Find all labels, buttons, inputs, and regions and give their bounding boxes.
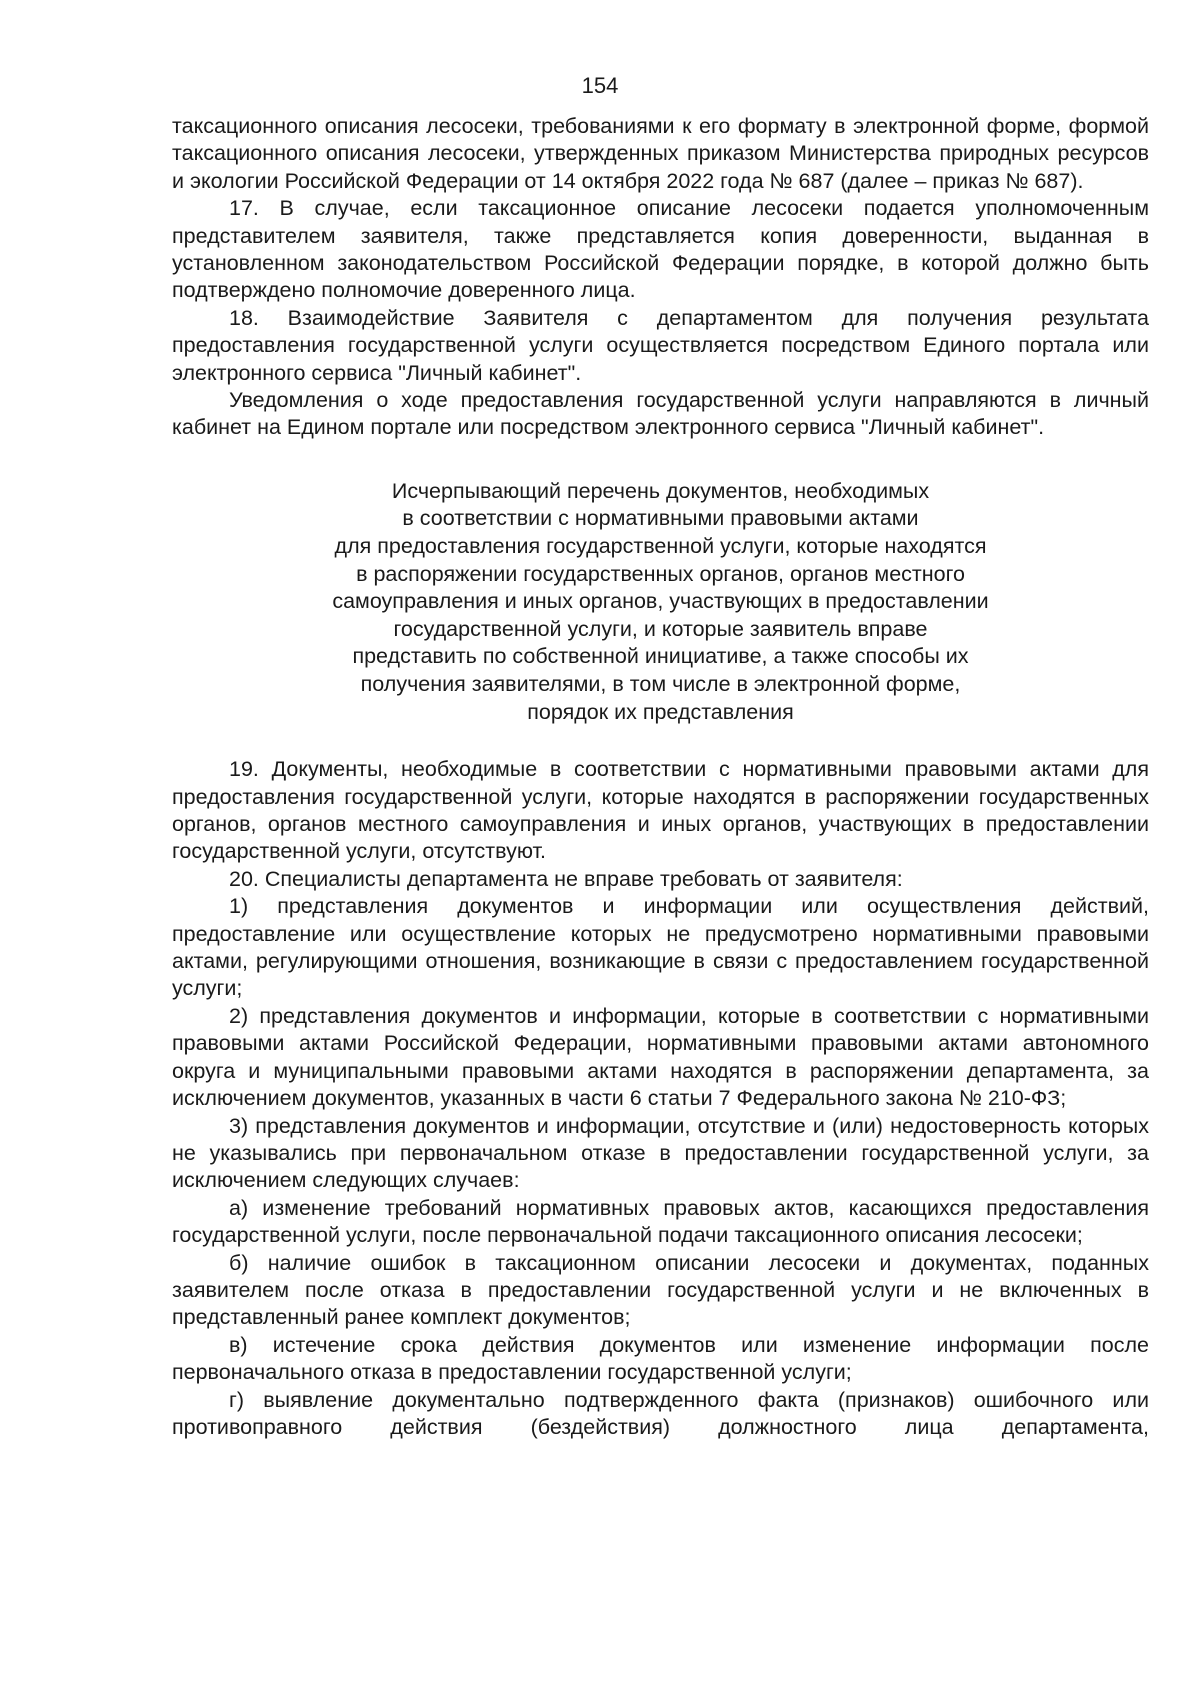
list-item-3: 3) представления документов и информации, отсутствие и (или) недостоверность которых не указывались при первоначальном отказе в предоставлении государственной услуги, за исключением следующих случаев:: [172, 1113, 1149, 1193]
paragraph-17: 17. В случае, если таксационное описание лесосеки подается уполномоченным представителем заявителя, также представляется копия доверенности, выданная в установленном законодательством Российской Федерации порядке, в которой должно быть подтверждено полномочие доверенного лица.: [172, 196, 1149, 303]
paragraph-notifications: Уведомления о ходе предоставления государственной услуги направляются в личный кабинет на Едином портале или посредством электронного сервиса "Личный кабинет".: [172, 388, 1149, 440]
document-body: [172, 113, 1149, 1441]
heading-line: порядок их представления: [527, 699, 794, 724]
heading-line: в соответствии с нормативными правовыми актами: [402, 506, 919, 531]
paragraph-18: 18. Взаимодействие Заявителя с департаментом для получения результата предоставления государственной услуги осуществляется посредством Единого портала или электронного сервиса "Личный кабинет".: [172, 305, 1149, 385]
sub-item-g: г) выявление документально подтвержденного факта (признаков) ошибочного или противоправного действия (бездействия) должностного лица департамента,: [172, 1387, 1149, 1439]
paragraph-20: 20. Специалисты департамента не вправе требовать от заявителя:: [229, 866, 903, 891]
list-item-1: 1) представления документов и информации или осуществления действий, предоставление или осуществление которых не предусмотрено нормативными правовыми актами, регулирующими отношения, возникающие в связи с предоставлением государственной услуги;: [172, 894, 1149, 1001]
list-item-2: 2) представления документов и информации, которые в соответствии с нормативными правовыми актами Российской Федерации, нормативными правовыми актами автономного округа и муниципальными правовыми актами находятся в распоряжении департамента, за исключением документов, указанных в части 6 статьи 7 Федерального закона № 210-ФЗ;: [172, 1003, 1149, 1111]
page-number: 154: [581, 73, 619, 98]
sub-item-a: а) изменение требований нормативных правовых актов, касающихся предоставления государственной услуги, после первоначальной подачи таксационного описания лесосеки;: [172, 1195, 1149, 1248]
paragraph-19: 19. Документы, необходимые в соответствии с нормативными правовыми актами для предоставления государственной услуги, которые находятся в распоряжении государственных органов, органов местного самоуправления и иных органов, участвующих в предоставлении государственной услуги, отсутствуют.: [172, 757, 1149, 864]
paragraph-continuation: таксационного описания лесосеки, требованиями к его формату в электронной форме, формой таксационного описания лесосеки, утвержденных приказом Министерства природных ресурсов и экологии Российской Федерации от 14 октября 2022 года № 687 (далее – приказ № 687).: [172, 114, 1149, 193]
heading-line: самоуправления и иных органов, участвующих в предоставлении: [332, 589, 989, 614]
heading-line: получения заявителями, в том числе в электронной форме,: [360, 672, 961, 697]
heading-line: в распоряжении государственных органов, органов местного: [356, 561, 965, 586]
sub-item-b: б) наличие ошибок в таксационном описании лесосеки и документах, поданных заявителем после отказа в предоставлении государственной услуги и не включенных в представленный ранее комплект документов;: [172, 1250, 1149, 1330]
heading-line: представить по собственной инициативе, а также способы их: [352, 644, 969, 669]
heading-line: Исчерпывающий перечень документов, необходимых: [391, 478, 930, 503]
section-heading: [172, 478, 1149, 726]
heading-line: государственной услуги, и которые заявитель вправе: [393, 616, 928, 641]
heading-line: для предоставления государственной услуги, которые находятся: [334, 534, 987, 559]
sub-item-v: в) истечение срока действия документов или изменение информации после первоначального отказа в предоставлении государственной услуги;: [172, 1332, 1149, 1385]
